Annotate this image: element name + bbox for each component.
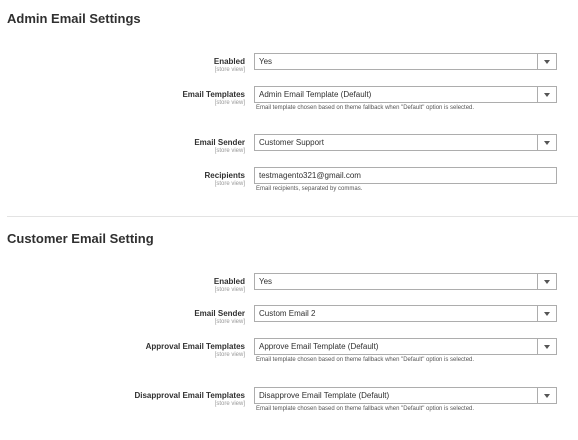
chevron-down-icon <box>537 274 556 289</box>
admin-enabled-select[interactable] <box>254 53 557 70</box>
chevron-down-icon <box>537 388 556 403</box>
approval-templates-label: Approval Email Templates <box>145 342 245 351</box>
admin-recipients-note: Email recipients, separated by commas. <box>256 186 363 192</box>
chevron-down-icon <box>537 135 556 150</box>
admin-enabled-value: Yes <box>259 57 273 66</box>
admin-recipients-label: Recipients <box>204 171 245 180</box>
admin-email-templates-label: Email Templates <box>182 90 245 99</box>
admin-enabled-label: Enabled <box>213 57 245 66</box>
customer-email-sender-value: Custom Email 2 <box>259 309 316 318</box>
disapproval-templates-select[interactable] <box>254 387 557 404</box>
admin-email-templates-select[interactable] <box>254 86 557 103</box>
approval-templates-value: Approve Email Template (Default) <box>259 342 379 351</box>
chevron-down-icon <box>537 339 556 354</box>
admin-email-templates-note: Email template chosen based on theme fallback when "Default" option is selected. <box>256 105 475 111</box>
admin-email-sender-value: Customer Support <box>259 138 324 147</box>
section-divider <box>7 216 578 217</box>
customer-email-sender-scope: [store view] <box>214 319 245 325</box>
admin-email-sender-select[interactable] <box>254 134 557 151</box>
customer-enabled-label: Enabled <box>213 277 245 286</box>
chevron-down-icon <box>537 54 556 69</box>
admin-email-templates-scope: [store view] <box>214 100 245 106</box>
chevron-down-icon <box>537 306 556 321</box>
recipients-input[interactable] <box>254 167 557 184</box>
approval-templates-select[interactable] <box>254 338 557 355</box>
disapproval-templates-scope: [store view] <box>214 401 245 407</box>
approval-templates-scope: [store view] <box>214 352 245 358</box>
disapproval-templates-note: Email template chosen based on theme fallback when "Default" option is selected. <box>256 406 475 412</box>
admin-recipients-scope: [store view] <box>214 181 245 187</box>
approval-templates-note: Email template chosen based on theme fallback when "Default" option is selected. <box>256 357 475 363</box>
customer-enabled-value: Yes <box>259 277 273 286</box>
chevron-down-icon <box>537 87 556 102</box>
customer-email-sender-label: Email Sender <box>194 309 245 318</box>
admin-enabled-scope: [store view] <box>214 67 245 73</box>
disapproval-templates-label: Disapproval Email Templates <box>134 391 245 400</box>
disapproval-templates-value: Disapprove Email Template (Default) <box>259 391 390 400</box>
admin-email-templates-value: Admin Email Template (Default) <box>259 90 372 99</box>
admin-email-settings-title: Admin Email Settings <box>7 11 141 26</box>
admin-email-sender-label: Email Sender <box>194 138 245 147</box>
customer-enabled-scope: [store view] <box>214 287 245 293</box>
customer-email-sender-select[interactable] <box>254 305 557 322</box>
admin-email-sender-scope: [store view] <box>214 148 245 154</box>
customer-email-setting-title: Customer Email Setting <box>7 231 154 246</box>
customer-enabled-select[interactable] <box>254 273 557 290</box>
